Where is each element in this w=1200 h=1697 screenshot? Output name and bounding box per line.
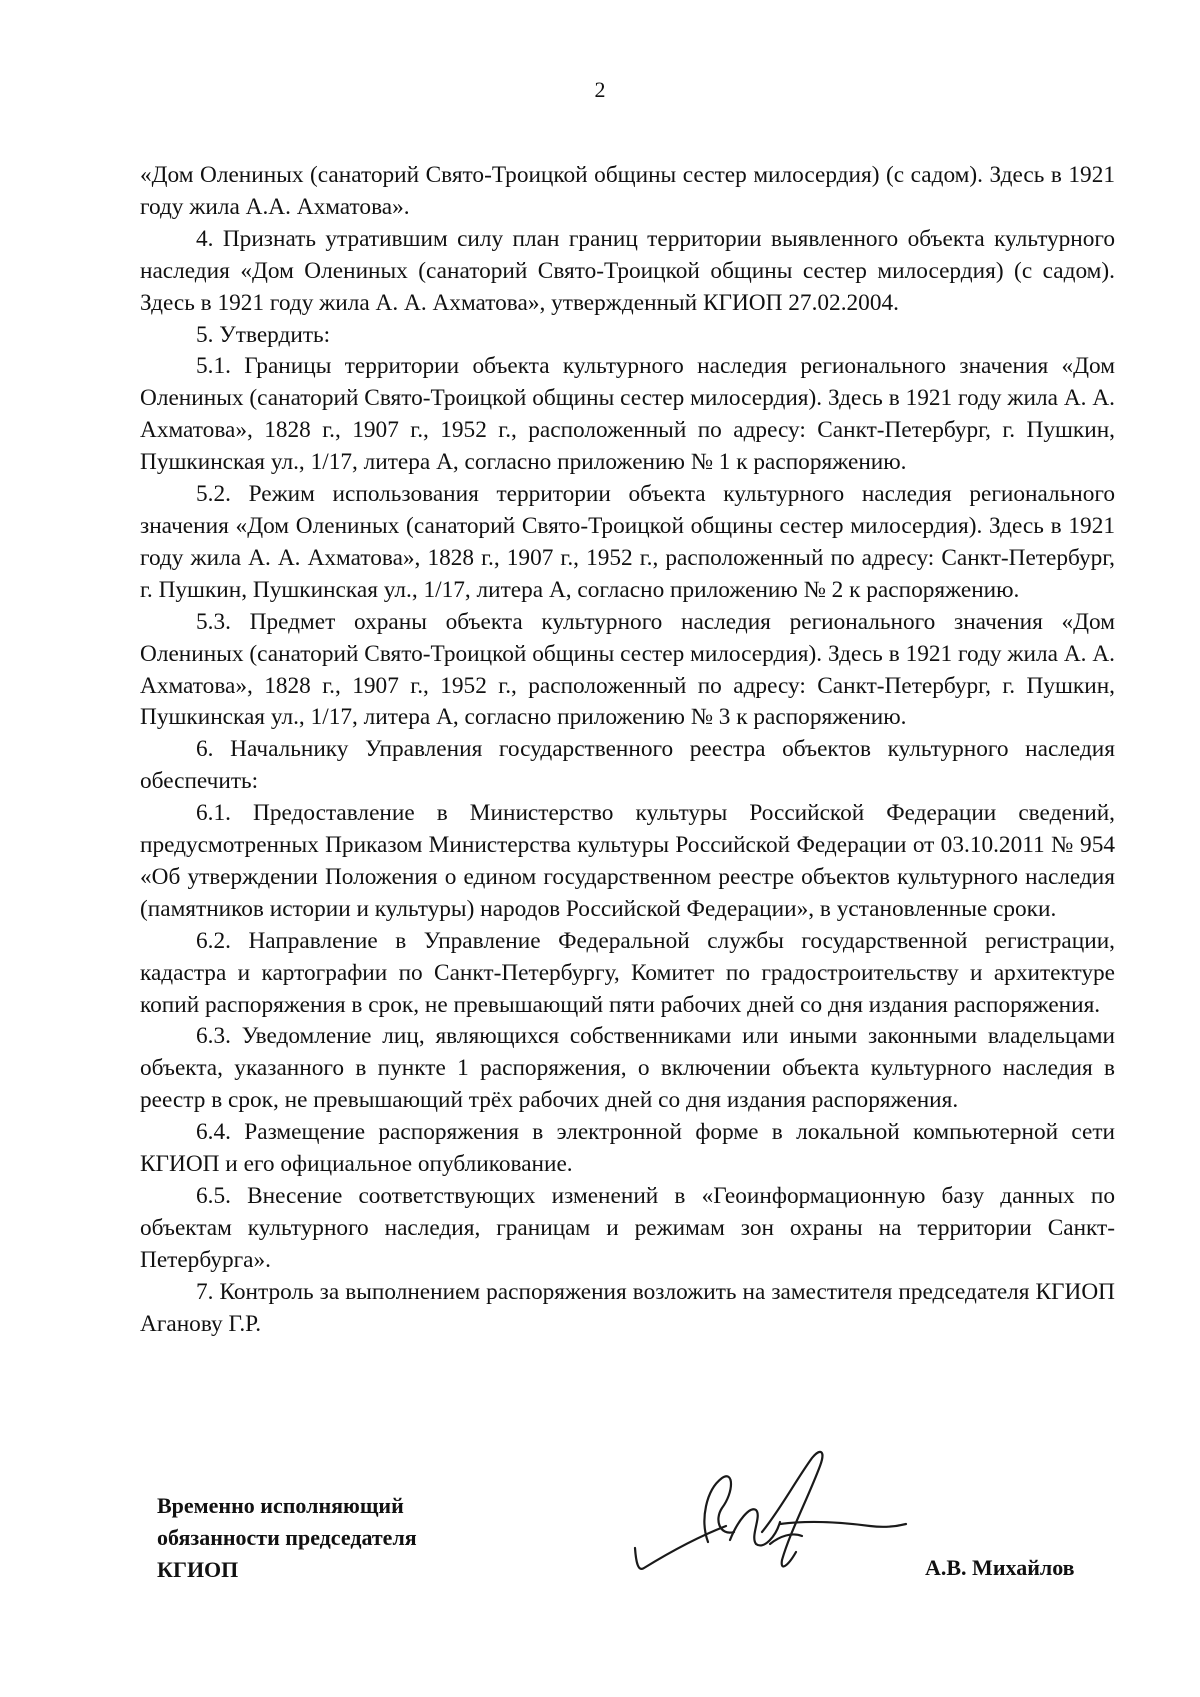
paragraph-item-6-2: 6.2. Направление в Управление Федеральной службы государственной регистрации, кадастра и картографии по Санкт-Петербургу, Комитет по градостроительству и архитектуре копий распоряжения в срок, не превышающий пяти рабочих дней со дня издания распоряжения. bbox=[140, 927, 1115, 1018]
handwritten-signature bbox=[630, 1440, 930, 1590]
paragraph-continuation: «Дом Олениных (санаторий Свято-Троицкой общины сестер милосердия) (с садом). Здесь в 1921 году жила А.А. Ахматова». bbox=[140, 162, 1115, 220]
signer-name: А.В. Михайлов bbox=[925, 1555, 1075, 1580]
paragraph-item-7: 7. Контроль за выполнением распоряжения возложить на заместителя председателя КГИОП Аганову Г.Р. bbox=[140, 1278, 1115, 1337]
paragraph-item-5: 5. Утвердить: bbox=[196, 321, 331, 348]
signatory-position-line: КГИОП bbox=[157, 1557, 239, 1582]
paragraph-item-6-5: 6.5. Внесение соответствующих изменений в «Геоинформационную базу данных по объектам культурного наследия, границам и режимам зон охраны на территории Санкт-Петербурга». bbox=[140, 1183, 1115, 1273]
signatory-position-line: обязанности председателя bbox=[157, 1525, 417, 1550]
signatory-position bbox=[157, 1490, 417, 1586]
paragraph-item-5-3: 5.3. Предмет охраны объекта культурного наследия регионального значения «Дом Олениных (санаторий Свято-Троицкой общины сестер милосердия). Здесь в 1921 году жила А. А. Ахматова», 1828 г., 1907 г., 1952 г., расположенный по адресу: Санкт-Петербург, г. Пушкин, Пушкинская ул., 1/17, литера А, согласно приложению № 3 к распоряжению. bbox=[140, 608, 1115, 731]
paragraph-item-5-2: 5.2. Режим использования территории объекта культурного наследия регионального значения «Дом Олениных (санаторий Свято-Троицкой общины сестер милосердия). Здесь в 1921 году жила А. А. Ахматова», 1828 г., 1907 г., 1952 г., расположенный по адресу: Санкт-Петербург, г. Пушкин, Пушкинская ул., 1/17, литера А, согласно приложению № 2 к распоряжению. bbox=[140, 481, 1115, 603]
paragraph-item-6-3: 6.3. Уведомление лиц, являющихся собственниками или иными законными владельцами объекта, указанного в пункте 1 распоряжения, о включении объекта культурного наследия в реестр в срок, не превышающий трёх рабочих дней со дня издания распоряжения. bbox=[140, 1023, 1115, 1114]
paragraph-item-6-1: 6.1. Предоставление в Министерство культуры Российской Федерации сведений, предусмотренных Приказом Министерства культуры Российской Федерации от 03.10.2011 № 954 «Об утверждении Положения о едином государственном реестре объектов культурного наследия (памятников истории и культуры) народов Российской Федерации», в установленные сроки. bbox=[140, 800, 1115, 922]
signatory-position-line: Временно исполняющий bbox=[157, 1493, 404, 1518]
paragraph-item-5-1: 5.1. Границы территории объекта культурного наследия регионального значения «Дом Олениных (санаторий Свято-Троицкой общины сестер милосердия). Здесь в 1921 году жила А. А. Ахматова», 1828 г., 1907 г., 1952 г., расположенный по адресу: Санкт-Петербург, г. Пушкин, Пушкинская ул., 1/17, литера А, согласно приложению № 1 к распоряжению. bbox=[140, 353, 1115, 476]
paragraph-item-6-4: 6.4. Размещение распоряжения в электронной форме в локальной компьютерной сети КГИОП и его официальное опубликование. bbox=[140, 1119, 1115, 1178]
document-body bbox=[140, 160, 1115, 1341]
paragraph-item-6: 6. Начальнику Управления государственного реестра объектов культурного наследия обеспечить: bbox=[140, 736, 1115, 795]
paragraph-item-4: 4. Признать утратившим силу план границ территории выявленного объекта культурного наследия «Дом Олениных (санаторий Свято-Троицкой общины сестер милосердия) (с садом). Здесь в 1921 году жила А. А. Ахматова», утвержденный КГИОП 27.02.2004. bbox=[140, 225, 1115, 316]
page-number: 2 bbox=[594, 77, 606, 102]
